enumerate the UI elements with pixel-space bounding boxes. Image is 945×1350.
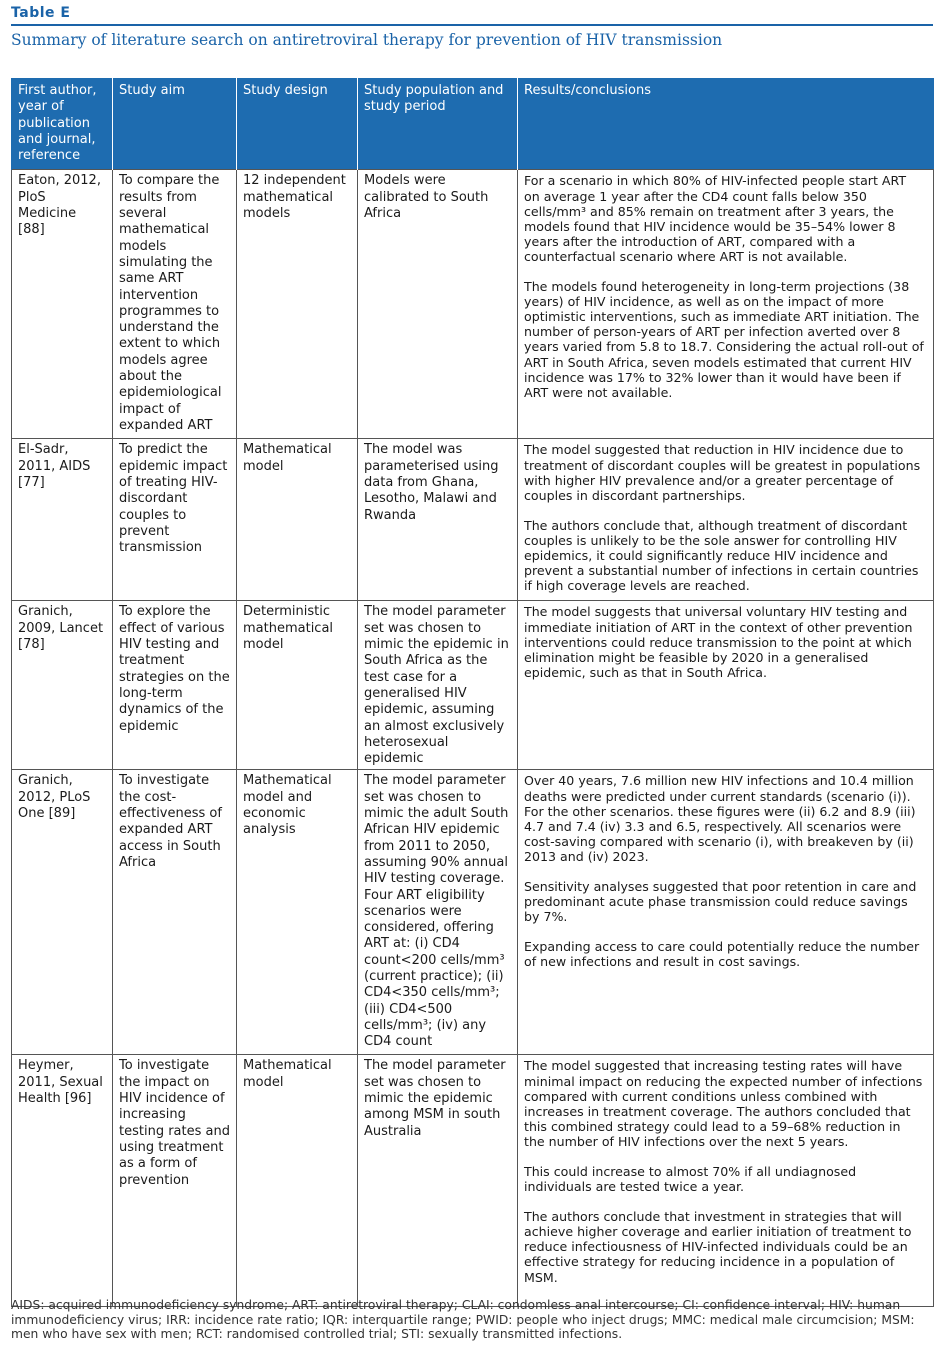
cell-design: 12 independent mathematical models: [237, 170, 358, 439]
table-row: [12, 439, 934, 601]
cell-population: The model was parameterised using data from Ghana, Lesotho, Malawi and Rwanda: [358, 439, 518, 601]
cell-author: Granich, 2012, PLoS One [89]: [12, 770, 113, 1055]
header-row: [12, 78, 934, 170]
cell-design: Mathematical model: [237, 439, 358, 601]
cell-aim: To investigate the cost-effectiveness of expanded ART access in South Africa: [113, 770, 237, 1055]
cell-aim: To predict the epidemic impact of treating HIV-discordant couples to prevent transmission: [113, 439, 237, 601]
result-paragraph: Expanding access to care could potentially reduce the number of new infections and result in cost savings.: [524, 939, 920, 970]
cell-results: [518, 770, 934, 1055]
literature-table: [11, 78, 934, 1307]
cell-aim: To explore the effect of various HIV testing and treatment strategies on the long-term dynamics of the epidemic: [113, 601, 237, 770]
cell-population: The model parameter set was chosen to mimic the epidemic in South Africa as the test case for a generalised HIV epidemic, assuming an almost exclusively heterosexual epidemic: [358, 601, 518, 770]
result-paragraph: The authors conclude that, although treatment of discordant couples is unlikely to be the sole answer for controlling HIV epidemics, it could significantly reduce HIV incidence and prevent a substantial number of infections in certain countries if high coverage levels are reached.: [524, 517, 919, 594]
cell-author: Eaton, 2012, PloS Medicine [88]: [12, 170, 113, 439]
table-label: Table E: [11, 5, 71, 21]
result-paragraph: This could increase to almost 70% if all undiagnosed individuals are tested twice a year.: [524, 1164, 857, 1195]
cell-population: The model parameter set was chosen to mimic the epidemic among MSM in south Australia: [358, 1055, 518, 1307]
cell-results: [518, 170, 934, 439]
header-results: Results/conclusions: [518, 78, 934, 170]
title-rule: [11, 24, 933, 26]
header-aim: Study aim: [113, 78, 237, 170]
cell-results: [518, 601, 934, 770]
abbreviations-footnote: AIDS: acquired immunodeficiency syndrome; ART: antiretroviral therapy; CLAI: condomless anal intercourse; CI: confidence interval; HIV: human immunodeficiency virus; IRR: incidence rate ratio; IQR: interquartile range; PWID: people who inject drugs; MMC: medical male circumcision; MSM: men who have sex with men; RCT: randomised controlled trial; STI: sexually transmitted infections.: [11, 1298, 915, 1342]
header-author: First author, year of publication and journal, reference: [12, 78, 113, 170]
cell-author: Granich, 2009, Lancet [78]: [12, 601, 113, 770]
table-row: [12, 1055, 934, 1307]
cell-design: Mathematical model: [237, 1055, 358, 1307]
result-paragraph: The model suggested that reduction in HIV incidence due to treatment of discordant couples will be greatest in populations with higher HIV prevalence and/or a greater percentage of couples in discordant partnerships.: [524, 442, 921, 503]
table-row: [12, 770, 934, 1055]
cell-results: [518, 439, 934, 601]
cell-population: The model parameter set was chosen to mimic the adult South African HIV epidemic from 2011 to 2050, assuming 90% annual HIV testing coverage. Four ART eligibility scenarios were considered, offering ART at: (i) CD4 count<200 cells/mm³ (current practice); (ii) CD4<350 cells/mm³; (iii) CD4<500 cells/mm³; (iv) any CD4 count: [358, 770, 518, 1055]
header-design: Study design: [237, 78, 358, 170]
table-caption: Summary of literature search on antiretroviral therapy for prevention of HIV transmission: [11, 31, 723, 49]
result-paragraph: The model suggested that increasing testing rates will have minimal impact on reducing the expected number of infections compared with current conditions unless combined with increases in treatment coverage. The authors concluded that this combined strategy could lead to a 59–68% reduction in the number of HIV infections over the next 5 years.: [524, 1058, 923, 1149]
result-paragraph: The models found heterogeneity in long-term projections (38 years) of HIV incidence, as well as on the impact of more optimistic interventions, such as immediate ART initiation. The number of person-years of ART per infection averted over 8 years varied from 5.8 to 18.7. Considering the actual roll-out of ART in South Africa, seven models estimated that current HIV incidence was 17% to 32% lower than it would have been if ART were not available.: [524, 279, 924, 400]
cell-aim: To compare the results from several mathematical models simulating the same ART intervention programmes to understand the extent to which models agree about the epidemiological impact of expanded ART: [113, 170, 237, 439]
header-population: Study population and study period: [358, 78, 518, 170]
cell-design: Deterministic mathematical model: [237, 601, 358, 770]
cell-population: Models were calibrated to South Africa: [358, 170, 518, 439]
cell-design: Mathematical model and economic analysis: [237, 770, 358, 1055]
cell-author: Heymer, 2011, Sexual Health [96]: [12, 1055, 113, 1307]
cell-author: El-Sadr, 2011, AIDS [77]: [12, 439, 113, 601]
cell-results: [518, 1055, 934, 1307]
cell-aim: To investigate the impact on HIV incidence of increasing testing rates and using treatment as a form of prevention: [113, 1055, 237, 1307]
result-paragraph: Sensitivity analyses suggested that poor retention in care and predominant acute phase transmission could reduce savings by 7%.: [524, 879, 917, 925]
result-paragraph: Over 40 years, 7.6 million new HIV infections and 10.4 million deaths were predicted under current standards (scenario (i)). For the other scenarios. these figures were (ii) 6.2 and 8.9 (iii) 4.7 and 7.4 (iv) 3.3 and 6.5, respectively. All scenarios were cost-saving compared with scenario (i), with breakeven by (ii) 2013 and (iv) 2023.: [524, 773, 916, 864]
result-paragraph: The model suggests that universal voluntary HIV testing and immediate initiation of ART in the context of other prevention interventions could reduce transmission to the point at which elimination might be feasible by 2020 in a generalised epidemic, such as that in South Africa.: [524, 604, 913, 680]
result-paragraph: For a scenario in which 80% of HIV-infected people start ART on average 1 year after the CD4 count falls below 350 cells/mm³ and 85% remain on treatment after 3 years, the models found that HIV incidence would be 35–54% lower 8 years after the introduction of ART, compared with a counterfactual scenario where ART is not available.: [524, 173, 907, 264]
table-row: [12, 170, 934, 439]
table-row: [12, 601, 934, 770]
result-paragraph: The authors conclude that investment in strategies that will achieve higher coverage and earlier initiation of treatment to reduce infectiousness of HIV-infected individuals could be an effective strategy for reducing incidence in a population of MSM.: [524, 1209, 912, 1285]
